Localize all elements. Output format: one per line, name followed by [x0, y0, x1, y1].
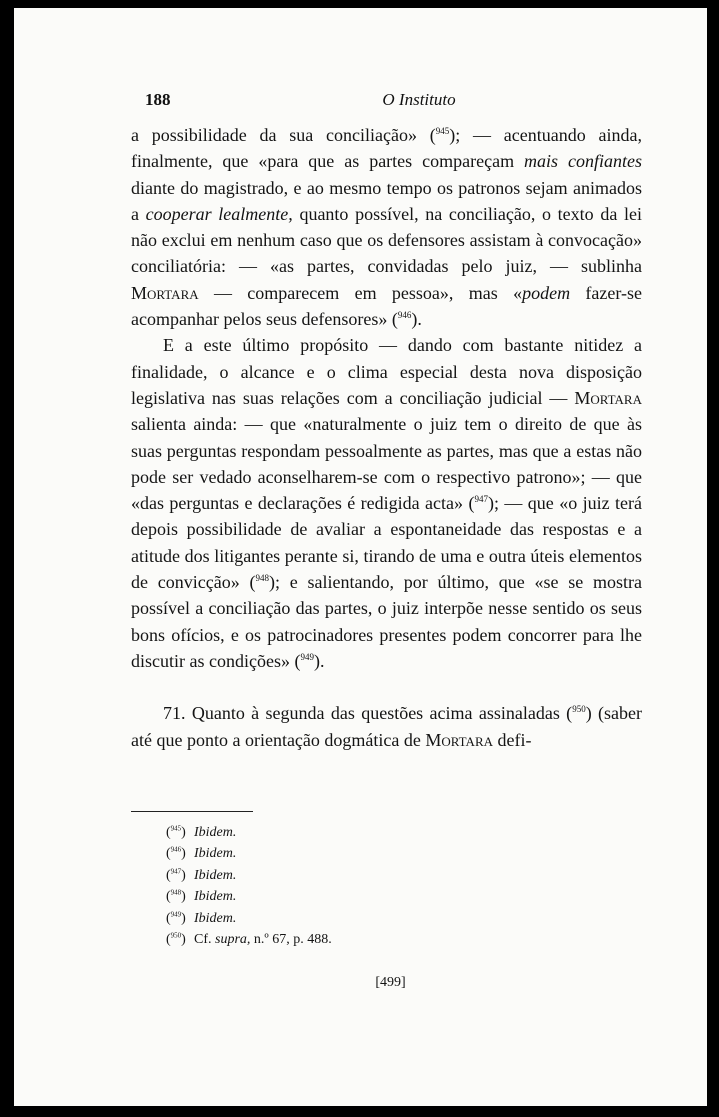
footnote-text: n.º 67, p. 488.	[250, 932, 332, 948]
author-name: Mortara	[131, 282, 199, 303]
footnote-number-value: 950	[170, 931, 182, 940]
text-run: defi-	[493, 729, 532, 750]
italic-run: cooperar lealmente,	[145, 203, 293, 224]
footnote-number: ($^{948}$)	[166, 888, 186, 905]
footnote-italic: supra,	[215, 932, 251, 948]
author-name: Mortara	[574, 387, 642, 408]
footnote-ref-950: 950	[572, 704, 586, 715]
text-run: ); — que «o juiz terá depois possibilidade de avaliar a espontaneidade das respostas e a atitude dos litigantes perante si, tirando de uma e outra úteis elementos de convicção» (	[131, 493, 643, 593]
footnote-separator	[131, 811, 253, 812]
footnote-ref-949: 949	[300, 651, 314, 662]
paragraph-gap	[131, 674, 642, 700]
footnote-text: Ibidem.	[194, 889, 237, 905]
footnote-number-value: 949	[170, 909, 182, 918]
author-name: Mortara	[425, 729, 494, 750]
page-header	[145, 90, 653, 114]
paragraph-3	[131, 700, 642, 753]
footnote-number: ($^{950}$)	[166, 931, 186, 948]
text-run: quanto possível, na conciliação, o texto da lei não exclui em nenhum caso que os defensores assistam à convocação» conciliatória: — «as partes, convidadas pelo juiz, — sublinha	[131, 203, 642, 277]
paragraph-1	[131, 122, 642, 332]
footnote-number-value: 945	[170, 824, 182, 833]
footnote-ref-948: 948	[255, 573, 269, 584]
text-run: ).	[411, 309, 422, 330]
footnote-948	[166, 886, 332, 907]
running-title: O Instituto	[382, 90, 456, 109]
page-number: 188	[145, 90, 171, 109]
footnote-ref-945: 945	[435, 126, 450, 136]
footnote-text: Cf.	[194, 932, 215, 948]
paragraph-2	[131, 332, 642, 674]
footnote-number-value: 948	[170, 888, 182, 897]
text-run: salienta ainda: — que «naturalmente o juiz tem o direito de que às suas perguntas respondam pessoalmente as partes, mas que a estas não pode ser vedado aconselharem-se com o respectivo patrono»; — que «das perguntas e declarações é redigida acta» (	[131, 414, 642, 514]
text-run: ); — acentuando ainda, finalmente, que «para que as partes compareçam	[131, 125, 642, 172]
text-run: — comparecem em pessoa», mas «	[198, 282, 523, 303]
footnote-text: Ibidem.	[194, 910, 237, 926]
footnote-number: ($^{946}$)	[166, 845, 186, 862]
text-run: 71. Quanto à segunda das questões acima assinaladas (	[163, 703, 573, 724]
footnote-945	[166, 822, 332, 843]
text-run: ); e salientando, por último, que «se se mostra possível a conciliação das partes, o juiz interpõe nesse sentido os seus bons ofícios, e os patrocinadores presentes podem concorrer para lhe discutir as condições» (	[131, 572, 642, 671]
bottom-page-number: [499]	[375, 975, 406, 990]
footnote-947	[166, 865, 332, 886]
footnote-text: Ibidem.	[194, 846, 237, 862]
footnote-ref-946: 946	[397, 310, 412, 321]
text-run: fazer-se acompanhar pelos seus defensores» (	[131, 282, 642, 330]
footnote-ref-947: 947	[474, 494, 488, 505]
footnote-number-value: 947	[170, 867, 182, 876]
footnote-number-value: 946	[170, 845, 182, 854]
footnote-number: ($^{945}$)	[166, 824, 186, 840]
footnote-946	[166, 843, 332, 864]
text-run: ) (saber até que ponto a orientação dogmática de	[131, 703, 643, 750]
footnote-950	[166, 929, 332, 950]
text-run: a possibilidade da sua conciliação» (	[131, 125, 436, 145]
text-run: ).	[313, 650, 325, 671]
italic-run: mais confiantes	[524, 151, 642, 172]
footnote-949	[166, 908, 332, 929]
italic-run: podem	[522, 282, 571, 303]
text-run: diante do magistrado, e ao mesmo tempo os patronos sejam animados a	[131, 177, 642, 224]
footnote-text: Ibidem.	[194, 825, 237, 840]
body-text	[131, 122, 642, 753]
footnotes	[166, 822, 332, 950]
footnote-number: ($^{949}$)	[166, 909, 186, 926]
footnote-number: ($^{947}$)	[166, 867, 186, 883]
text-run: E a este último propósito — dando com bastante nitidez a finalidade, o alcance e o clima especial desta nova disposição legislativa nas suas relações com a conciliação judicial —	[131, 335, 642, 408]
footnote-text: Ibidem.	[194, 867, 237, 883]
